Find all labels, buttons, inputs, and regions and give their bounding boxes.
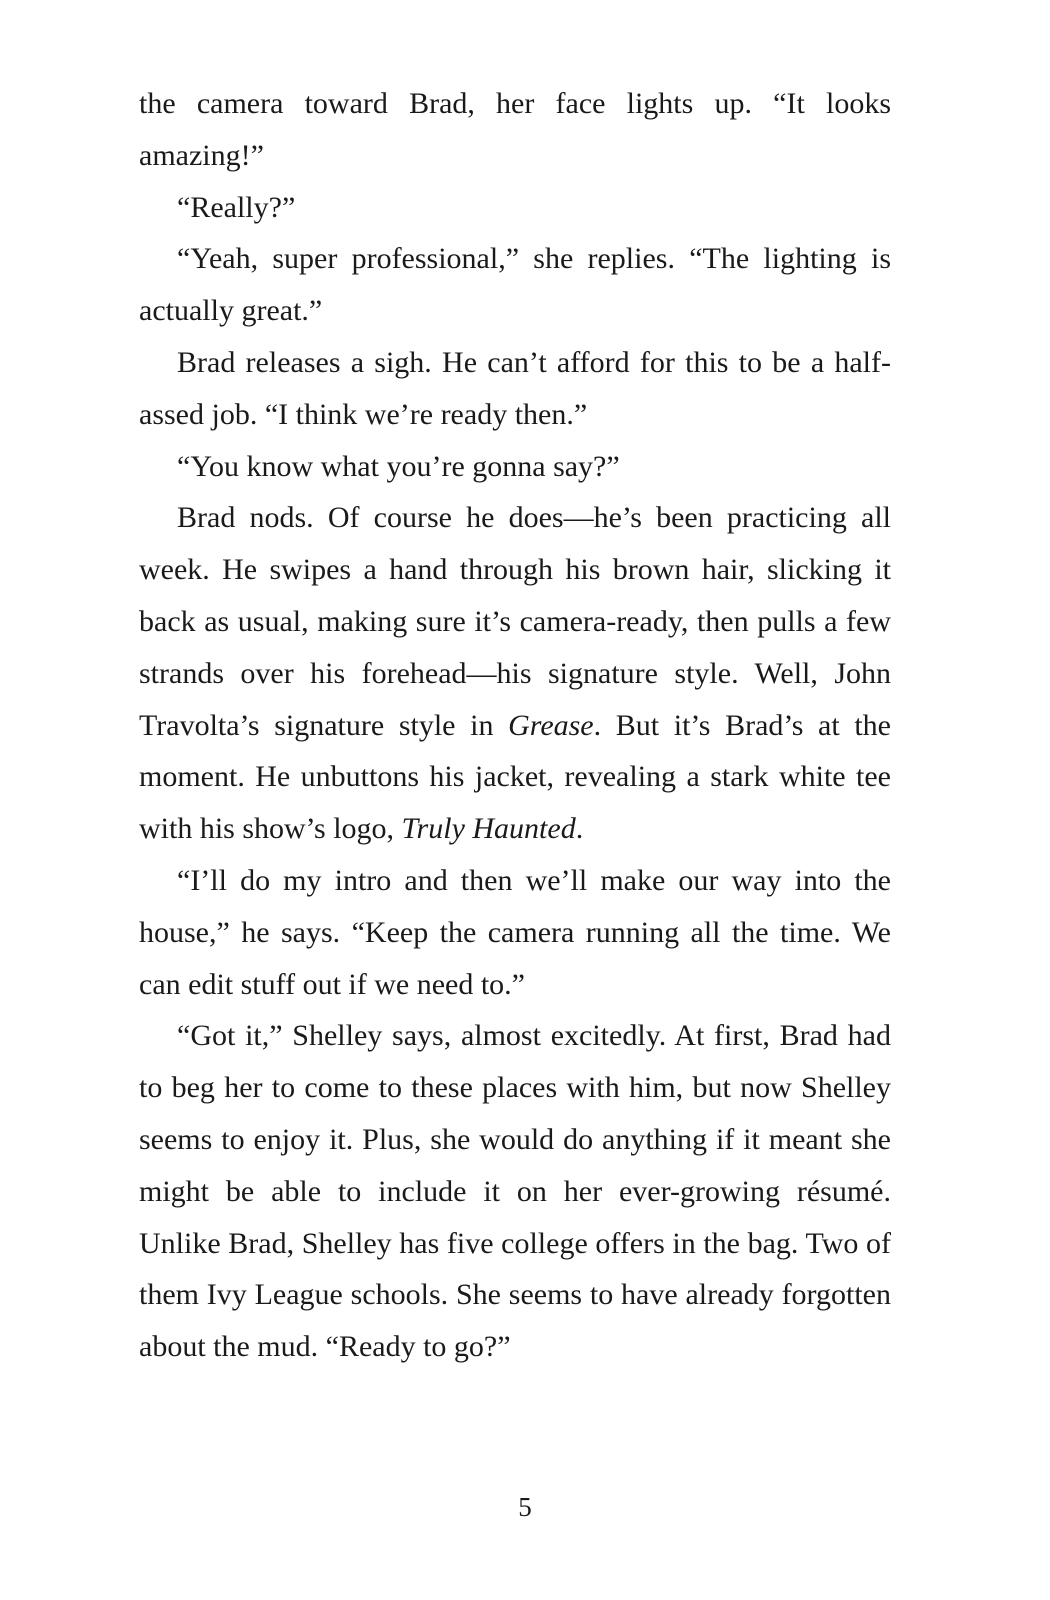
- paragraph-2: [139, 233, 891, 337]
- paragraph-4: [139, 441, 891, 493]
- text-run: the camera toward Brad, her face lights up. “It looks amazing!”: [139, 87, 891, 172]
- italic-title: Truly Haunted: [401, 812, 576, 846]
- text-run: Brad nods. Of course he does—he’s been practicing all week. He swipes a hand through his brown hair, slicking it back as usual, making sure it’s camera-ready, then pulls a few strands over his forehead—his signature style. Well, John Travolta’s signature style in: [139, 501, 891, 742]
- body-text: [139, 78, 891, 1373]
- text-run: “Yeah, super professional,” she replies. “The lighting is actually great.”: [139, 242, 891, 328]
- text-run: “I’ll do my intro and then we’ll make our way into the house,” he says. “Keep the camera running all the time. We can edit stuff out if we need to.”: [139, 863, 891, 1001]
- text-run: . But it’s Brad’s at the moment. He unbuttons his jacket, revealing a stark white tee with his show’s logo,: [139, 708, 891, 846]
- paragraph-3: [139, 337, 891, 441]
- italic-title: Grease: [508, 708, 594, 742]
- text-run: “Really?”: [177, 190, 296, 224]
- paragraph-5: [139, 492, 891, 855]
- text-run: “You know what you’re gonna say?”: [177, 449, 620, 483]
- paragraph-1: [139, 182, 891, 234]
- text-run: “Got it,” Shelley says, almost excitedly. At first, Brad had to beg her to come to these places with him, but now Shelley seems to enjoy it. Plus, she would do anything if it meant she might be able to include it on her ever-growing résumé. Unlike Brad, Shelley has five college offers in the bag. Two of them Ivy League schools. She seems to have already forgotten about the mud. “Ready to go?”: [139, 1019, 891, 1364]
- page-number: 5: [518, 1492, 532, 1522]
- paragraph-7: [139, 1010, 891, 1373]
- paragraph-6: [139, 855, 891, 1010]
- text-run: Brad releases a sigh. He can’t afford for this to be a half-assed job. “I think we’re ready then.”: [139, 345, 891, 431]
- paragraph-0: [139, 78, 891, 182]
- text-run: .: [575, 812, 584, 846]
